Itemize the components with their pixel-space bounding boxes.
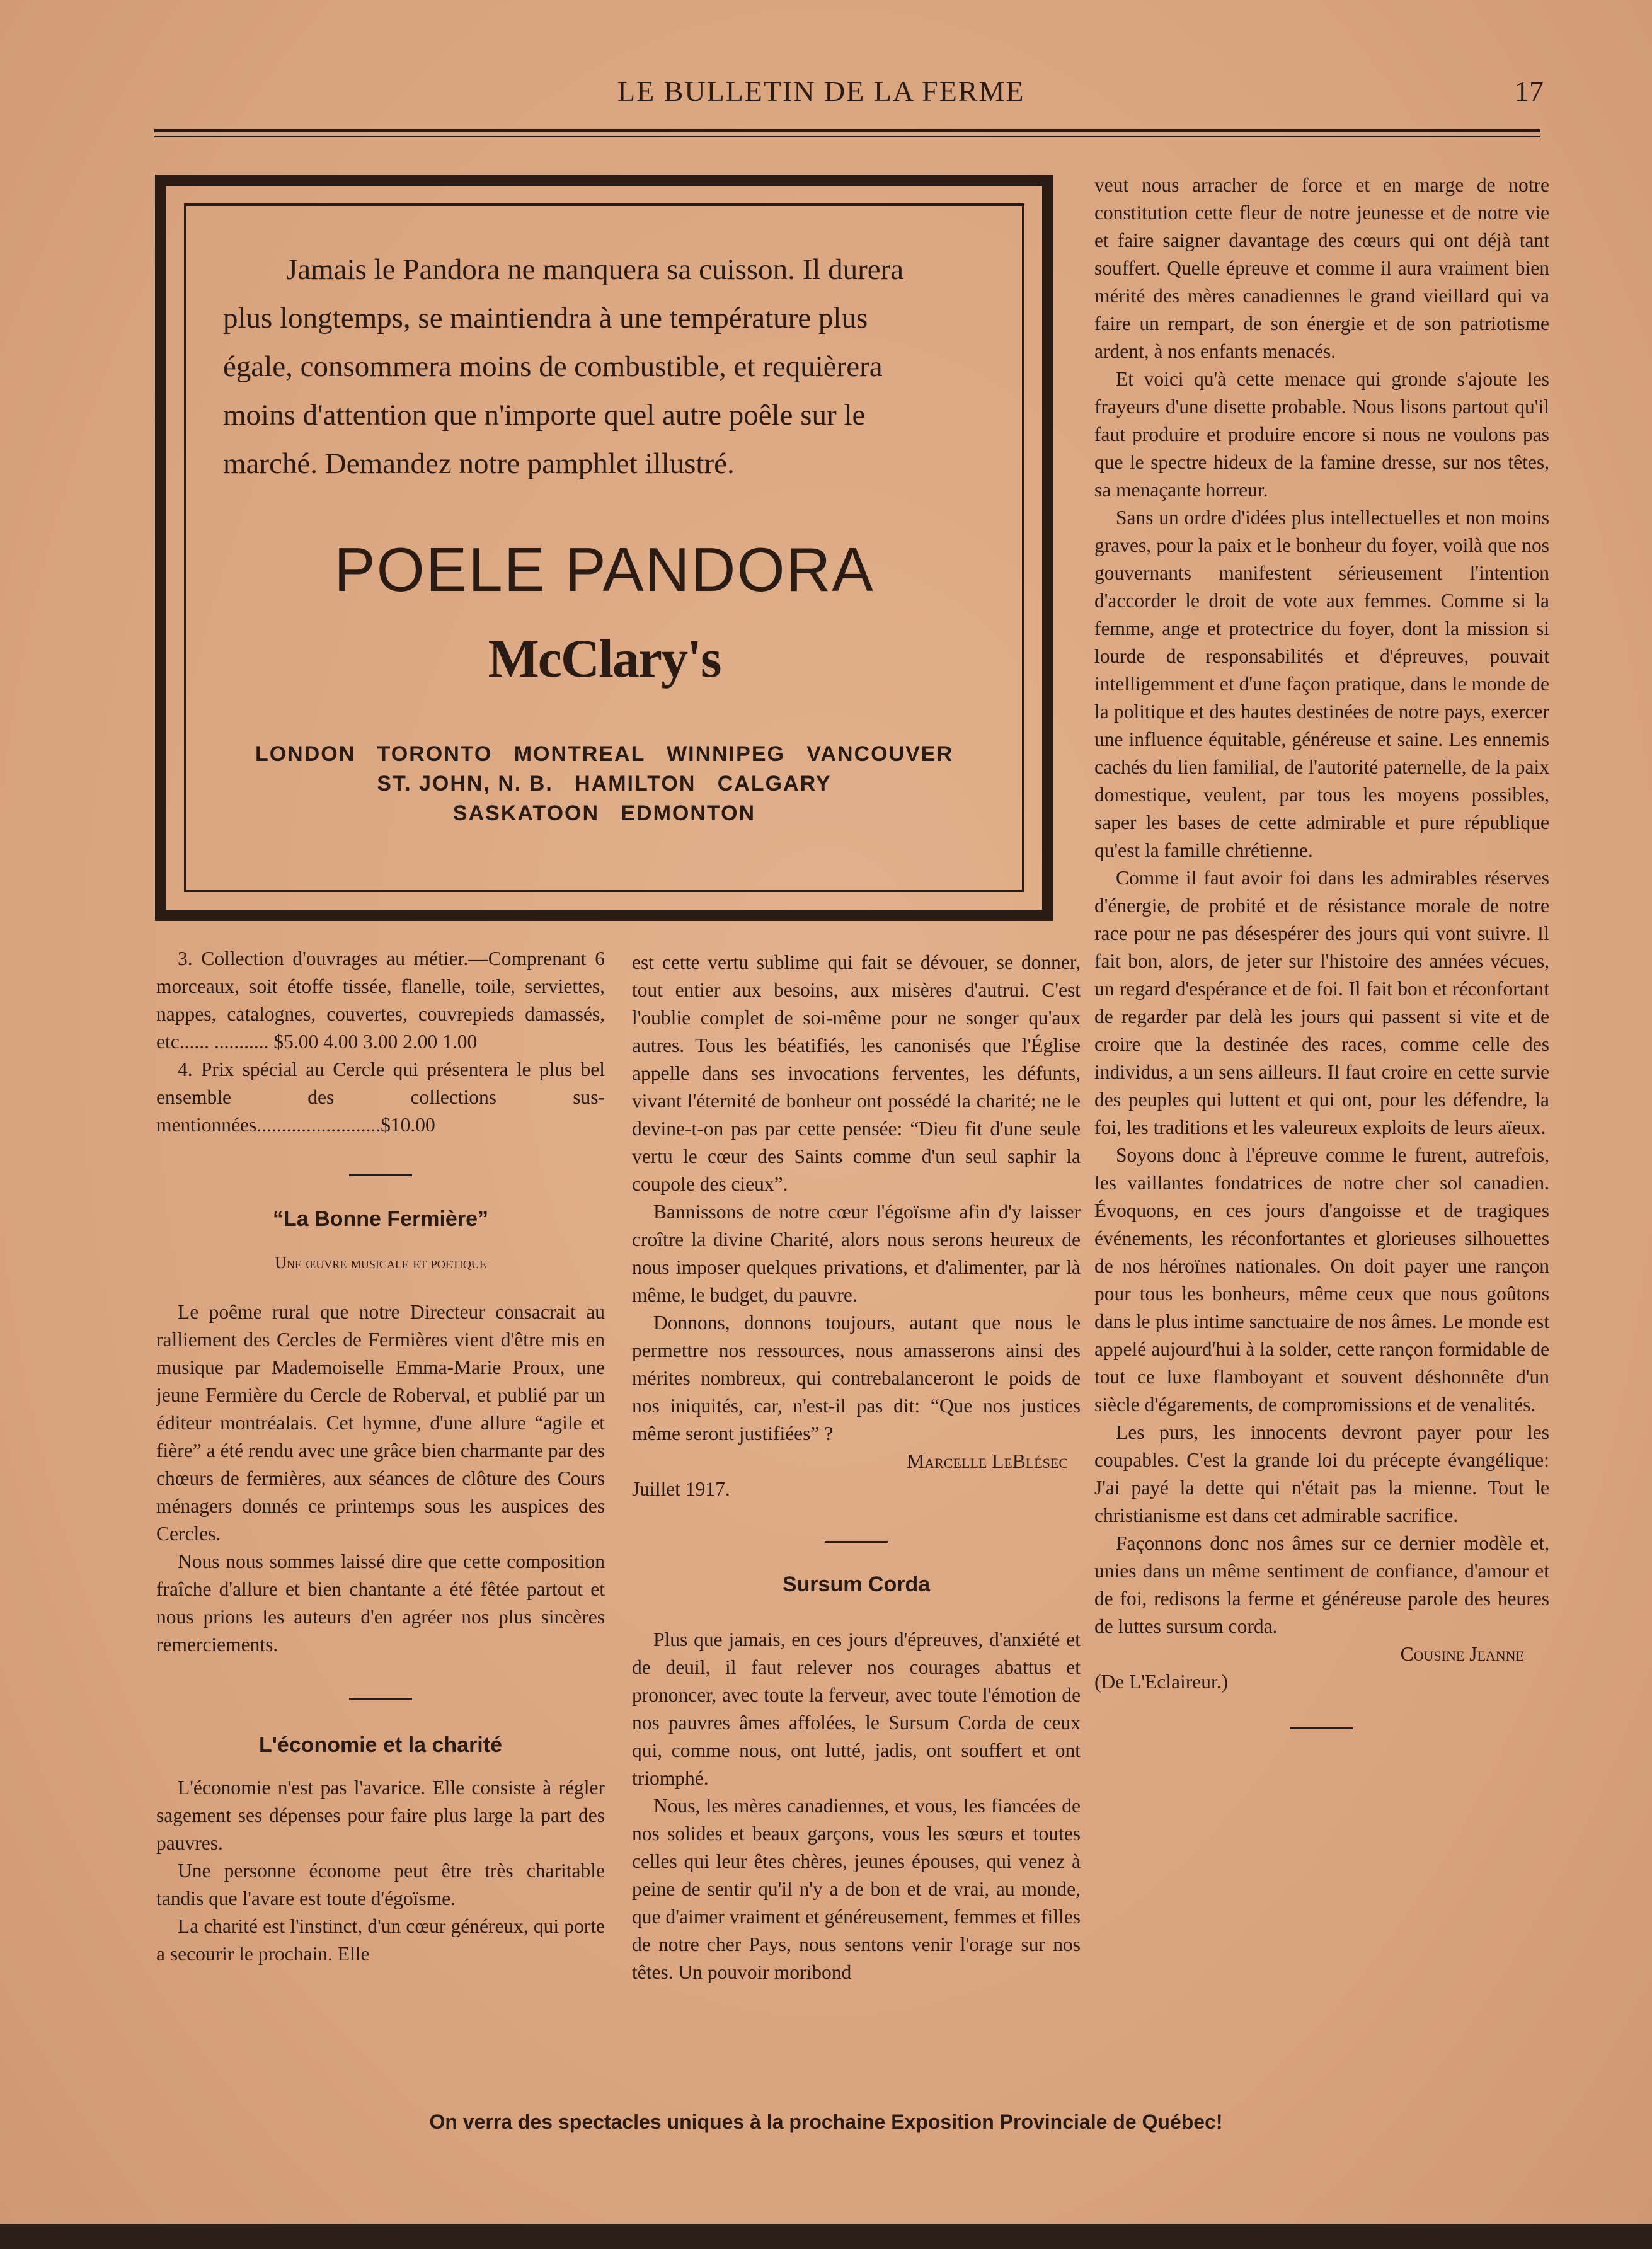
page-number: 17: [1515, 75, 1544, 107]
collection-item-4: 4. Prix spécial au Cercle qui présentera le plus bel ensemble des collections sus-mentionnées.........................$10.00: [156, 1058, 605, 1136]
column-1: [156, 945, 605, 1968]
newspaper-title: LE BULLETIN DE LA FERME: [617, 75, 1025, 107]
ad-line: marché. Demandez notre pamphlet illustré.: [223, 447, 735, 480]
section-title-bonne-fermiere: “La Bonne Fermière”: [273, 1207, 488, 1231]
advertisement-pandora: [155, 175, 1053, 921]
paragraph: Bannissons de notre cœur l'égoïsme afin d'y laisser croître la divine Charité, alors nous serons heureux de nous imposer quelques privations, et d'alimenter, par là même, le budget, du pauvre.: [632, 1201, 1081, 1306]
paragraph: Et voici qu'à cette menace qui gronde s'ajoute les frayeurs d'une disette probable. Nous lisons partout qu'il faut produire et produire encore si nous ne voulons pas que le spectre hideux de la famine dresse, sur nos têtes, sa menaçante horreur.: [1094, 368, 1549, 501]
paragraph: Donnons, donnons toujours, autant que nous le permettre nos ressources, nous amasserons ainsi des mérites nombreux, qui contrebalanceront le poids de nos iniquités, car, n'est-il pas dit: “Que nos justices même seront justifiées” ?: [632, 1312, 1081, 1445]
paragraph: Nous, les mères canadiennes, et vous, les fiancées de nos solides et beaux garçons, vous les sœurs et toutes celles qui leur êtes chères, jeunes épouses, qui venez à peine de sentir qu'il n'y a de bon et de vrai, au monde, que d'aimer vraiment et généreusement, femmes et filles de notre cher Pays, nous sentons venir l'orage sur nos têtes. Un pouvoir moribond: [632, 1795, 1081, 1983]
paragraph: Le poême rural que notre Directeur consacrait au ralliement des Cercles de Fermières vient d'être mis en musique par Mademoiselle Emma-Marie Proux, une jeune Fermière du Cercle de Roberval, et publié par un éditeur montréalais. Cet hymne, d'une allure “agile et fière” a été rendu avec une grâce bien charmante par des chœurs de fermières, aux séances de clôture des Cours ménagers donnés ce printemps sous les auspices des Cercles.: [156, 1301, 605, 1545]
footer-notice: On verra des spectacles uniques à la prochaine Exposition Provinciale de Québec!: [429, 2110, 1223, 2133]
ad-line: Jamais le Pandora ne manquera sa cuisson. Il durera: [286, 253, 904, 286]
header-rule-thin: [154, 136, 1540, 137]
ad-brand-logo: McClary's: [488, 628, 721, 689]
ad-line: plus longtemps, se maintiendra à une température plus: [223, 302, 868, 335]
paragraph: Plus que jamais, en ces jours d'épreuves, d'anxiété et de deuil, il faut relever nos courages abattus et prononcer, avec toute la ferveur, avec toute l'émotion de nos pauvres âmes affolées, le Sursum Corda de ceux qui, comme nous, ont lutté, jadis, ont souffert et ont triomphé.: [632, 1628, 1081, 1789]
author-signature: Cousine Jeanne: [1400, 1643, 1524, 1665]
ad-cities-line-1: LONDON TORONTO MONTREAL WINNIPEG VANCOUVER: [255, 742, 954, 766]
ad-body-text: [198, 246, 992, 488]
paragraph: La charité est l'instinct, d'un cœur généreux, qui porte a secourir le prochain. Elle: [156, 1915, 605, 1965]
section-title-economie: L'économie et la charité: [259, 1733, 502, 1757]
ad-cities-line-3: SASKATOON EDMONTON: [452, 801, 756, 825]
paragraph: Façonnons donc nos âmes sur ce dernier modèle et, unies dans un même sentiment de confiance, d'amour et de foi, redisons la ferme et généreuse parole des heures de luttes sursum corda.: [1094, 1532, 1549, 1637]
scan-edge: [0, 2224, 1652, 2249]
paragraph: Une personne économe peut être très charitable tandis que l'avare est toute d'égoïsme.: [156, 1860, 605, 1909]
author-signature: Marcelle LeBlésec: [907, 1450, 1068, 1472]
paragraph: est cette vertu sublime qui fait se dévouer, se donner, tout entier aux besoins, aux misères d'autrui. C'est l'oublie complet de soi-même pour ne songer qu'aux autres. Tous les béatifiés, les canonisés que l'Église appelle dans ses invocations ferventes, les défunts, vivant l'éternité de bonheur ont possédé la charité; ne le devine-t-on pas par cette pensée: “Dieu fit d'une seule vertu le cœur des Saints comme d'un seul saphir la coupole des cieux”.: [632, 951, 1081, 1195]
section-divider: [1290, 1727, 1353, 1729]
header-rule: [154, 129, 1540, 132]
paragraph: Les purs, les innocents devront payer pour les coupables. C'est la grande loi du précepte évangélique: J'ai payé la dette qui n'était pas la mienne. Tout le christianisme est dans cet admirable sacrifice.: [1094, 1421, 1549, 1526]
paragraph: L'économie n'est pas l'avarice. Elle consiste à régler sagement ses dépenses pour faire plus large la part des pauvres.: [156, 1777, 605, 1854]
paragraph: Sans un ordre d'idées plus intellectuelles et non moins graves, pour la paix et le bonheur du foyer, voilà que nos gouvernants manifestent sérieusement l'intention d'accorder le droit de vote aux femmes. Comme si la femme, ange et protectrice du foyer, dont la mission si lourde de responsabilités et d'épreuves, pouvait intelligemment et d'une façon pratique, dans le monde de la politique et des hautes destinées de notre pays, exercer une influence équitable, généreuse et saine. Les ennemis cachés du lien familial, de l'autorité paternelle, de la paix domestique, veulent, par tous les moyens possibles, saper les bases de cette admirable et pure république qu'est la famille chrétienne.: [1094, 506, 1549, 861]
ad-line: égale, consommera moins de combustible, et requièrera: [223, 350, 883, 383]
column-2: [632, 949, 1081, 1986]
source-credit: (De L'Eclaireur.): [1094, 1671, 1229, 1693]
collection-item-3: 3. Collection d'ouvrages au métier.—Comprenant 6 morceaux, soit étoffe tissée, flanelle, toile, serviettes, nappes, catalognes, couvertes, couvrepieds damassés, etc...... ........... $5.00 4.00 3.00 2.00 1.00: [156, 947, 605, 1053]
section-subtitle: Une œuvre musicale et poetique: [275, 1254, 486, 1272]
column-3: [1094, 171, 1549, 1729]
article-date: Juillet 1917.: [632, 1478, 730, 1500]
paragraph: Soyons donc à l'épreuve comme le furent, autrefois, les vaillantes fondatrices de notre cher sol canadien. Évoquons, en ces jours d'angoisse et de tragiques événements, les réconfortantes et glorieuses silhouettes de nos héroïnes nationales. On doit payer une rançon pour tous les bonheurs, même ceux que nous goûtons dans le plus intime sanctuaire de nos âmes. Le monde est appelé aujourd'hui à la solder, cette rançon formidable de tout ce luxe flamboyant et souvent déshonnête d'un siècle d'égarements, de compromissions et de venalités.: [1094, 1144, 1549, 1416]
ad-line: moins d'attention que n'importe quel autre poêle sur le: [223, 399, 866, 432]
ad-title: POELE PANDORA: [334, 535, 875, 604]
section-title-sursum-corda: Sursum Corda: [782, 1572, 931, 1596]
paragraph: veut nous arracher de force et en marge de notre constitution cette fleur de notre jeunesse et de notre vie et faire saigner davantage des cœurs qui ont déjà tant souffert. Quelle épreuve et comme il aura vraiment bien mérité des mères canadiennes le grand vieillard qui va faire un rempart, de son énergie et de son patriotisme ardent, à nos enfants menacés.: [1094, 174, 1549, 362]
paragraph: Nous nous sommes laissé dire que cette composition fraîche d'allure et bien chantante a été fêtée partout et nous prions les auteurs d'en agréer nos plus sincères remerciements.: [156, 1550, 605, 1656]
paragraph: Comme il faut avoir foi dans les admirables réserves d'énergie, de probité et de résistance morale de notre race pour ne pas désespérer des jours qui vont suivre. Il fait bon, alors, de jeter sur l'histoire des années vécues, un regard d'espérance et de foi. Il fait bon et réconfortant de regarder par delà les jours qui passent si vite et de croire que la destinée des races, comme celle des individus, a un sens ailleurs. Il faut croire en cette survie des peuples qui luttent et qui ont, pour les défendre, la foi, les traditions et les valeureux exploits de leurs aïeux.: [1094, 867, 1549, 1138]
ad-cities-line-2: ST. JOHN, N. B. HAMILTON CALGARY: [377, 772, 832, 796]
page-header: [151, 68, 1544, 118]
